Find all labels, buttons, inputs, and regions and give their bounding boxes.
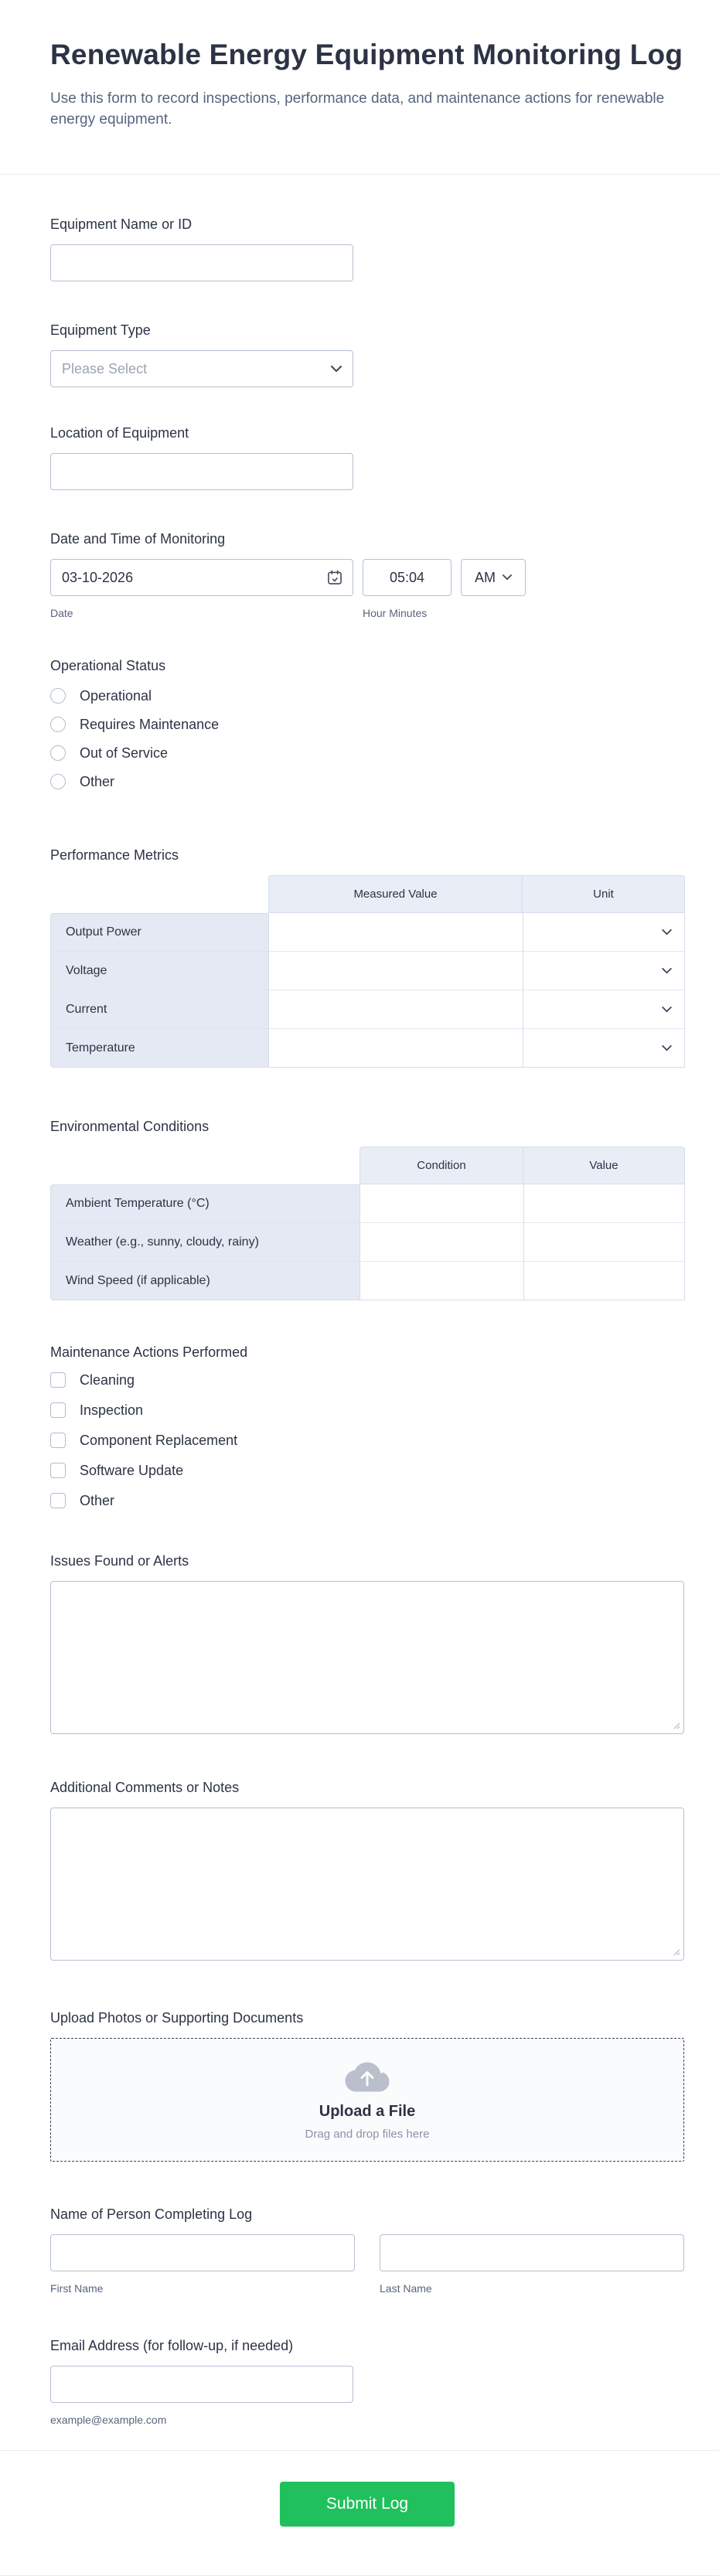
unit-select-temperature[interactable]	[523, 1029, 685, 1068]
row-label-output-power: Output Power	[50, 913, 268, 952]
checkbox-option-component-replacement[interactable]	[50, 1433, 684, 1448]
upload-label: Upload Photos or Supporting Documents	[50, 2010, 304, 2026]
checkbox-option-cleaning[interactable]	[50, 1372, 684, 1388]
measured-value-cell-current[interactable]	[268, 990, 523, 1029]
email-input[interactable]	[50, 2366, 353, 2403]
performance-metrics-table	[50, 875, 684, 1068]
checkbox-label: Software Update	[80, 1463, 184, 1478]
row-label-ambient-temperature: Ambient Temperature (°C)	[50, 1184, 360, 1223]
unit-select-voltage[interactable]	[523, 952, 685, 990]
last-name-input[interactable]	[380, 2234, 684, 2271]
radio-option-requires-maintenance[interactable]	[50, 717, 684, 732]
datetime-inputs-row	[50, 559, 684, 620]
radio-icon[interactable]	[50, 688, 66, 704]
column-header-measured-value: Measured Value	[268, 875, 523, 913]
condition-cell-ambient-temperature[interactable]	[360, 1184, 523, 1223]
chevron-down-icon	[662, 1007, 672, 1013]
form-subtitle: Use this form to record inspections, performance data, and maintenance actions for renewable energy equipment.	[50, 90, 665, 128]
radio-option-other[interactable]	[50, 774, 684, 789]
meridiem-select[interactable]	[461, 559, 526, 596]
location-label: Location of Equipment	[50, 425, 189, 441]
row-label-weather: Weather (e.g., sunny, cloudy, rainy)	[50, 1223, 360, 1262]
checkbox-icon[interactable]	[50, 1493, 66, 1508]
field-person-name	[50, 2206, 684, 2295]
checkbox-label: Cleaning	[80, 1372, 135, 1388]
comments-label: Additional Comments or Notes	[50, 1780, 240, 1795]
row-label-voltage: Voltage	[50, 952, 268, 990]
table-corner-cell	[50, 875, 268, 913]
maintenance-actions-options	[50, 1372, 684, 1508]
radio-label: Requires Maintenance	[80, 717, 220, 732]
unit-select-output-power[interactable]	[523, 913, 685, 952]
condition-cell-wind-speed[interactable]	[360, 1262, 523, 1300]
field-equipment-type	[50, 322, 684, 387]
environmental-conditions-label: Environmental Conditions	[50, 1119, 210, 1134]
radio-icon[interactable]	[50, 774, 66, 789]
date-group	[50, 559, 353, 620]
field-maintenance-actions	[50, 1344, 684, 1508]
table-corner-cell	[50, 1147, 360, 1184]
radio-label: Operational	[80, 688, 152, 704]
field-comments	[50, 1779, 684, 1961]
equipment-type-label: Equipment Type	[50, 322, 151, 338]
equipment-type-select[interactable]	[50, 350, 353, 387]
field-operational-status	[50, 657, 684, 789]
datetime-label: Date and Time of Monitoring	[50, 531, 226, 547]
date-sublabel: Date	[50, 607, 73, 619]
checkbox-option-software-update[interactable]	[50, 1463, 684, 1478]
page-title: Renewable Energy Equipment Monitoring Log	[50, 39, 683, 70]
maintenance-actions-label: Maintenance Actions Performed	[50, 1344, 248, 1360]
field-datetime	[50, 530, 684, 620]
checkbox-icon[interactable]	[50, 1402, 66, 1418]
first-name-sublabel: First Name	[50, 2282, 104, 2295]
column-header-value: Value	[523, 1147, 685, 1184]
field-performance-metrics	[50, 847, 684, 1068]
equipment-type-selected-value: Please Select	[62, 360, 148, 377]
checkbox-label: Component Replacement	[80, 1433, 238, 1448]
checkbox-label: Other	[80, 1493, 115, 1508]
column-header-unit: Unit	[523, 875, 685, 913]
chevron-down-icon	[331, 366, 342, 373]
first-name-group	[50, 2234, 355, 2295]
last-name-group	[380, 2234, 684, 2295]
upload-dropzone[interactable]	[50, 2038, 684, 2162]
row-label-current: Current	[50, 990, 268, 1029]
checkbox-icon[interactable]	[50, 1463, 66, 1478]
environmental-conditions-table	[50, 1147, 684, 1300]
chevron-down-icon	[662, 968, 672, 974]
checkbox-label: Inspection	[80, 1402, 144, 1418]
chevron-down-icon	[662, 929, 672, 935]
operational-status-options	[50, 688, 684, 789]
calendar-icon[interactable]	[326, 569, 343, 586]
equipment-name-label: Equipment Name or ID	[50, 216, 193, 232]
measured-value-cell-temperature[interactable]	[268, 1029, 523, 1068]
equipment-name-input[interactable]	[50, 244, 353, 281]
condition-cell-weather[interactable]	[360, 1223, 523, 1262]
field-location	[50, 424, 684, 490]
column-header-condition: Condition	[360, 1147, 523, 1184]
time-sublabel: Hour Minutes	[363, 607, 428, 619]
comments-textarea[interactable]	[50, 1808, 684, 1961]
row-label-temperature: Temperature	[50, 1029, 268, 1068]
radio-icon[interactable]	[50, 745, 66, 761]
chevron-down-icon	[662, 1045, 672, 1051]
radio-label: Out of Service	[80, 745, 169, 761]
field-environmental-conditions	[50, 1118, 684, 1300]
form-header	[0, 0, 719, 175]
measured-value-cell-output-power[interactable]	[268, 913, 523, 952]
value-cell-weather[interactable]	[523, 1223, 685, 1262]
radio-option-out-of-service[interactable]	[50, 745, 684, 761]
time-group	[363, 559, 526, 620]
chevron-down-icon	[503, 574, 512, 581]
issues-label: Issues Found or Alerts	[50, 1553, 189, 1569]
submit-section	[0, 2450, 719, 2561]
first-name-input[interactable]	[50, 2234, 355, 2271]
upload-hint-text: Drag and drop files here	[305, 2127, 430, 2141]
value-cell-wind-speed[interactable]	[523, 1262, 685, 1300]
email-sublabel: example@example.com	[50, 2414, 167, 2426]
issues-textarea[interactable]	[50, 1581, 684, 1734]
submit-button[interactable]: Submit Log	[280, 2482, 455, 2527]
row-label-wind-speed: Wind Speed (if applicable)	[50, 1262, 360, 1300]
radio-icon[interactable]	[50, 717, 66, 732]
checkbox-icon[interactable]	[50, 1433, 66, 1448]
last-name-sublabel: Last Name	[380, 2282, 432, 2295]
person-name-label: Name of Person Completing Log	[50, 2206, 253, 2222]
checkbox-option-inspection[interactable]	[50, 1402, 684, 1418]
value-cell-ambient-temperature[interactable]	[523, 1184, 685, 1223]
field-equipment-name	[50, 216, 684, 281]
upload-button-text[interactable]: Upload a File	[319, 2102, 416, 2120]
field-issues	[50, 1552, 684, 1734]
cloud-upload-icon	[345, 2060, 390, 2094]
radio-option-operational[interactable]	[50, 688, 684, 704]
field-upload	[50, 2009, 684, 2162]
checkbox-option-other[interactable]	[50, 1493, 684, 1508]
location-input[interactable]	[50, 453, 353, 490]
measured-value-cell-voltage[interactable]	[268, 952, 523, 990]
performance-metrics-label: Performance Metrics	[50, 847, 179, 863]
date-input[interactable]	[50, 559, 353, 596]
operational-status-label: Operational Status	[50, 658, 166, 673]
meridiem-value: AM	[475, 569, 496, 585]
email-label: Email Address (for follow-up, if needed)	[50, 2338, 294, 2353]
unit-select-current[interactable]	[523, 990, 685, 1029]
time-input[interactable]	[363, 559, 452, 596]
field-email	[50, 2337, 684, 2427]
radio-label: Other	[80, 774, 115, 789]
checkbox-icon[interactable]	[50, 1372, 66, 1388]
form-body	[0, 175, 719, 2427]
